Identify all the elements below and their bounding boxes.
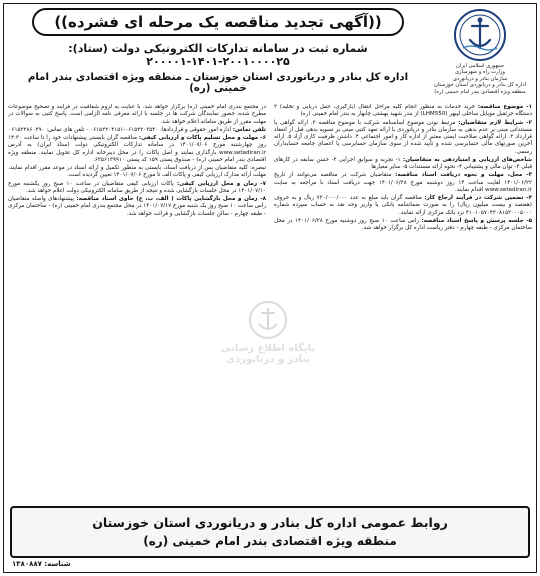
section-text: متقاضیان شرکت در مناقصه می‌توانند از تاریخ ۱۴۰۱/۰۶/۲۲ لغایت ساعت ۱۴ روز دوشنبه مورخ ۱۴۰۱/۰۶/۲۸ جهت دریافت اسناد با مراجعه به سایت www.setadiran.ir اقدام نمایند. [274, 172, 532, 193]
section-text: در مجتمع بندری امام خمینی (ره) برگزار خواهد شد. با عنایت به لزوم شفافیت در فرآیند و تصحیح موضوعات مطرح شده، حضور نمایندگان شرکت ها در جلسه با ارائه معرفی نامه الزامی است. پاسخ کتبی به سوالات در مهلت مقرر از طریق سامانه اعلام خواهد شد. [8, 104, 266, 125]
announcement-id: شناسه: ۱۳۸۰۸۸۷ [12, 560, 71, 568]
organization-logo [432, 8, 528, 100]
section [274, 195, 532, 217]
footer-economic-zone: منطقه ویژه اقتصادی بندر امام خمینی (ره) [143, 534, 397, 548]
section-heading: شاخص‌های ارزیابی و امتیازدهی به متقاضیان: [402, 156, 532, 163]
announcement-title: ((آگهی تجدید مناقصه یک مرحله ای فشرده)) [32, 8, 403, 36]
section [8, 165, 266, 180]
header [6, 4, 534, 104]
right-column [274, 104, 532, 502]
section-text: تبصره: کلیه متقاضیان پس از دریافت اسناد، بایستی به منظور تکمیل و ارائه اسناد در موعد مقرر اقدام نمایند. مهلت ارائه مدارک ارزیابی کیفی و پاکات الف تا مورخ ۱۴۰۱/۰۷/۰۶ تعیین گردیده است. [8, 165, 266, 179]
logo-caption-line: جمهوری اسلامی ایران [455, 63, 505, 69]
section [8, 181, 266, 196]
section-heading: ۶- مهلت و محل تسلیم پاکات و ارزیابی کیفی: [138, 135, 266, 141]
logo-caption-line: منطقه ویژه اقتصادی بندر امام خمینی (ره) [434, 88, 526, 95]
logo-caption-line: سازمان بنادر و دریانوردی [452, 75, 508, 82]
logo-caption-line: اداره کل بنادر و دریانوردی استان خوزستان [434, 82, 526, 89]
section [274, 157, 532, 172]
section-text: پیشنهادهای واصله متقاضیان راس ساعت ۱۰ صبح روز یک شنبه مورخ ۱۴۰۱/۰۷/۱۷ در محل مجتمع بندری امام خمینی (ره) - ساختمان مرکزی - طبقه چهارم - سالن جلسات بازگشایی و قرائت خواهد شد. [8, 196, 266, 217]
section [274, 104, 532, 119]
watermark-line: پایگاه اطلاع رسانی [220, 343, 316, 354]
ports-anchor-logo-icon [453, 8, 507, 62]
section-heading: ۱- موضوع مناقصه: [477, 104, 532, 110]
section [8, 196, 266, 218]
tender-registration-number: شماره ثبت در سامانه تدارکات الکترونیکی دولت (ستاد): ۲۰۰۱۰۰۰۰۲۵-۱۴۰۱-۲۰۰۰۰۱ [68, 42, 368, 68]
watermark-line: بنادر و دریانوردی [225, 354, 311, 365]
section-heading: ۵- جلسه پرسش و پاسخ اسناد مناقصه: [421, 217, 532, 224]
section [274, 218, 532, 233]
section-text: ۱- تجربه و سوابق اجرایی ۲- حسن سابقه در کارهای قبلی ۳- توان مالی و پشتیبانی ۴- نحوه ارائه مستندات ۵- سایر معیارها [274, 156, 532, 170]
section-text: خرید خدمات به منظور انجام کلیه مراحل انتقال (بارگیری، حمل دریایی و تخلیه) ۲ دستگاه جرثقیل موبایل ساحلی لیبهر (LHM550) از بندر شهید بهشتی چابهار به بندر امام خمینی (ره) [274, 104, 532, 118]
section-text: اداره امور حقوقی و قراردادها: ۰۶۱۵۲۲۰۳۵۴۰-۰۶۱۵۲۲۰۴۱۵۱ - تلفن های تماس: ۰۶۱۵۲۲۸۶۰۴۹۰ [8, 126, 231, 133]
section [274, 172, 532, 194]
section [8, 135, 266, 164]
section [274, 120, 532, 156]
section-heading: ۲- شرایط لازم متقاضیان: [458, 119, 532, 126]
section [8, 104, 266, 126]
section-text: پاکات ارزیابی کیفی متقاضیان در ساعت ۱۰ صبح روز یکشنبه مورخ ۱۴۰۱/۰۷/۱۰ در محل جلسات بازگشایی شده و نتیجه از طریق سامانه الکترونیکی دولت اعلام خواهد شد. [8, 180, 266, 194]
section-heading: تلفن تماس: [232, 126, 266, 133]
section-text: مناقصه گران بایستی پیشنهادات خود را تا ساعت ۱۴:۳۰ روز چهارشنبه مورخ ۱۴۰۱/۰۷/۰۶ در سامانه تدارکات الکترونیکی دولت (ستاد ایران) به آدرس www.setadiran.ir بارگذاری نمایند و اصل پاکات را در محل دبیرخانه اداره کل تحویل نمایند. منطقه ویژه اقتصادی بندر امام خمینی (ره) - صندوق پستی ۱۵۹ کد پستی ۶۳۵۶۱۳۹۹۱۰. [8, 135, 266, 163]
section-heading: ۳- محل، مهلت و نحوه دریافت اسناد مناقصه: [395, 172, 532, 179]
section-heading: ۴- تضمین شرکت در فرآیند ارجاع کار: [424, 195, 532, 201]
section-heading: ۸- زمان و محل بازگشایی پاکات ( الف، ب، ج) حاوی اسناد مناقصه: [76, 196, 266, 202]
section-text: مرتبط بودن موضوع اساسنامه شرکت با موضوع مناقصه ۲. ارائه گواهی یا مستنداتی مبنی بر عدم بدهی به سازمان بنادر و دریانوردی یا ارائه تعهد کتبی مبنی بر تسویه بدهی قبل از انعقاد قرارداد ۳. ارائه گواهی صلاحیت ایمنی معتبر از اداره کار و امور اجتماعی ۴. داشتن ظرفیت کاری آزاد ۵. ارائه آخرین صورتهای مالی حسابرسی شده و تأیید شده از سوی سازمان حسابرسی یا اعضای جامعه حسابداران رسمی. [274, 119, 532, 155]
section-text: راس ساعت ۱۰ صبح روز دوشنبه مورخ ۱۴۰۱/۰۶/۲۸ در محل ساختمان مرکزی - طبقه چهارم - دفتر ریاست اداره کل برگزار خواهد شد. [274, 217, 532, 231]
footer-public-relations: روابط عمومی اداره کل بنادر و دریانوردی استان خوزستان [92, 515, 448, 530]
section [8, 127, 266, 134]
issuing-organization: اداره کل بنادر و دریانوردی استان خوزستان ـ منطقه ویژه اقتصادی بندر امام خمینی (ره) [27, 72, 409, 94]
title-area [14, 6, 422, 102]
left-column [8, 104, 266, 502]
section-text: مناقصه گران باید مبلغ به عدد ۷۲۰/۰۰۰/۰۰۰ ریال و به حروف (هفتصد و بیست میلیون ریال) را به صورت ضمانتنامه بانکی یا واریز وجه نقد به حساب سپرده شماره ۴۱۰۱۰۵۷۰۴۳۰۸۱۵۲۰۰۰۵۰۰۰ نزد بانک مرکزی ارائه نمایند. [274, 195, 532, 216]
logo-caption-line: وزارت راه و شهرسازی [454, 69, 506, 76]
announcement-body [8, 104, 532, 502]
section-heading: ۷- زمان و محل ارزیابی کیفی: [176, 180, 266, 187]
footer-banner [10, 506, 530, 558]
logo-caption [432, 63, 528, 95]
